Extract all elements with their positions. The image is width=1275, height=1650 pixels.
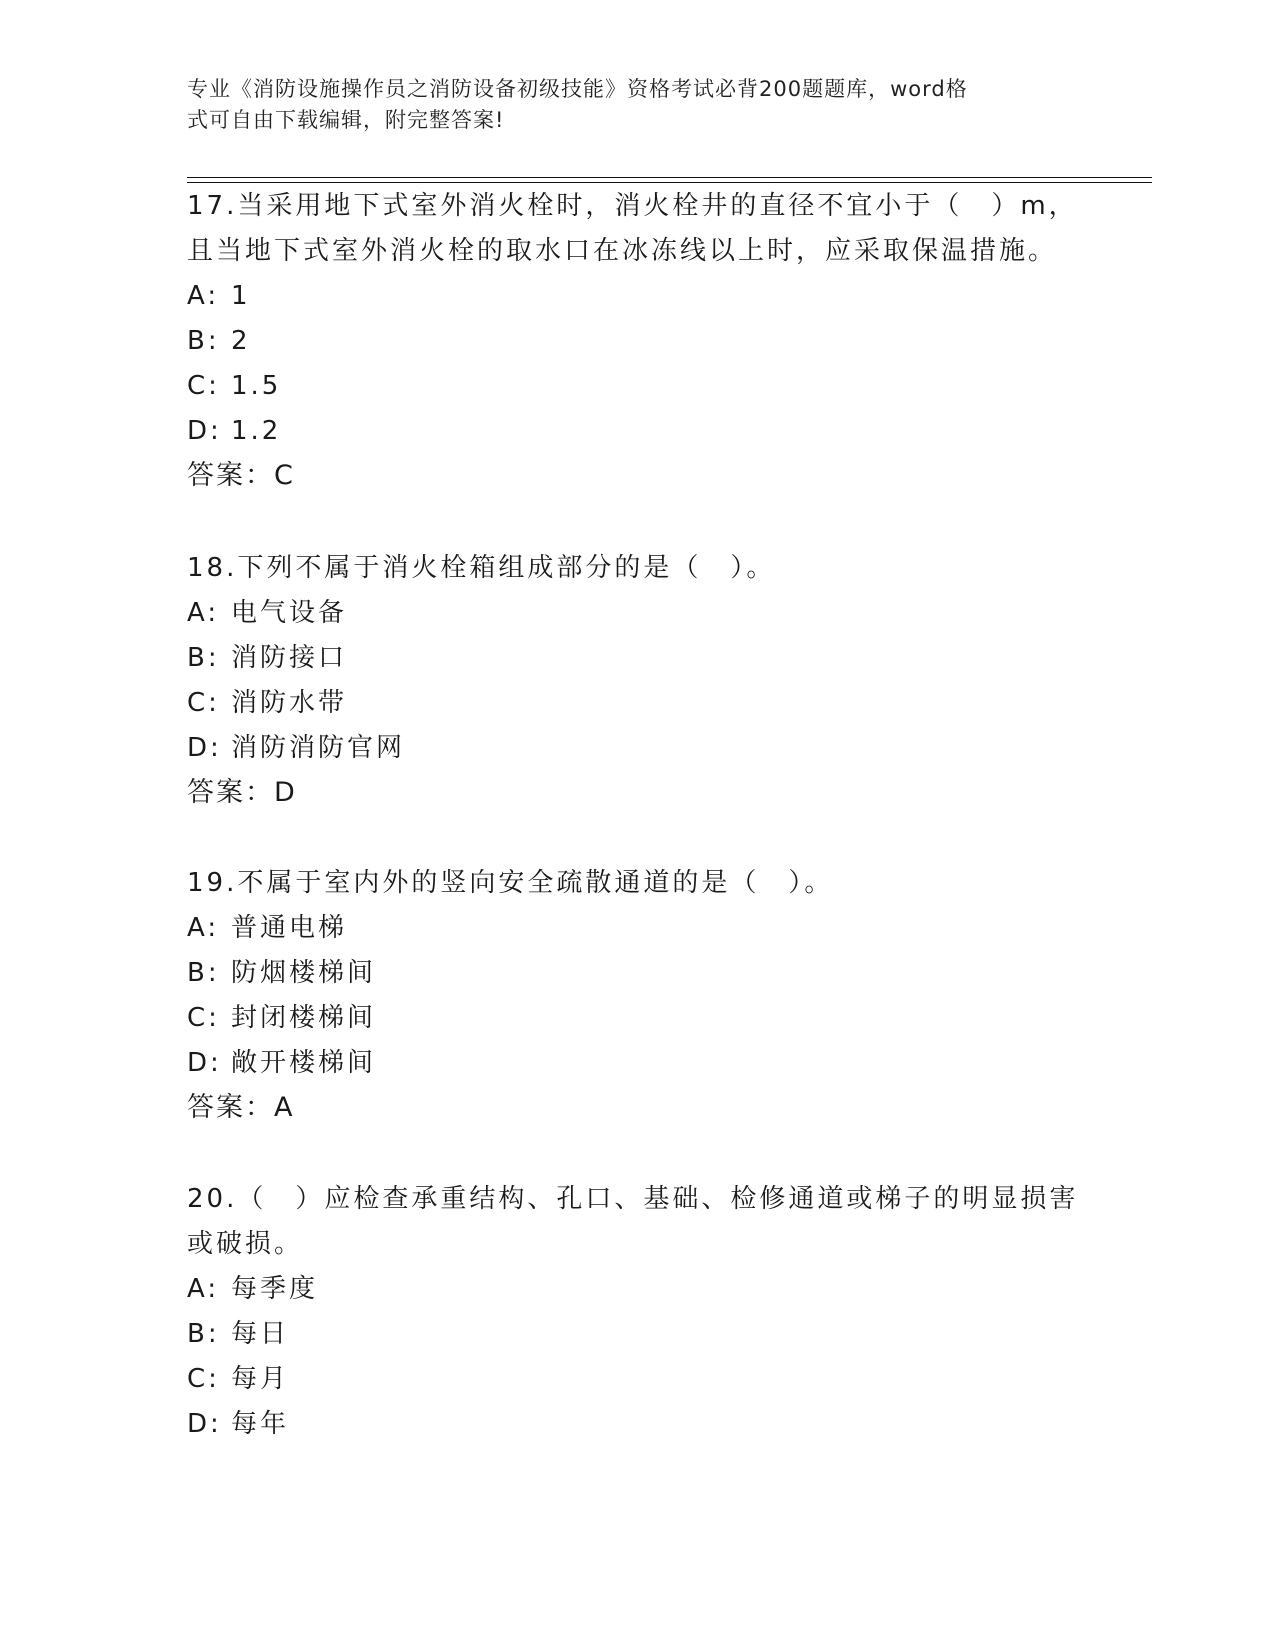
option-key: B: <box>187 326 220 356</box>
option-text: 2 <box>231 326 251 356</box>
option-b <box>187 636 1087 681</box>
option-key: A: <box>187 913 220 943</box>
option-key: D: <box>187 1409 222 1439</box>
question-text: 下列不属于消火栓箱组成部分的是（ ）。 <box>237 553 776 583</box>
option-text: 防烟楼梯间 <box>231 958 377 988</box>
option-d <box>187 409 1087 454</box>
option-b <box>187 319 1087 364</box>
question-18 <box>187 546 1087 815</box>
option-text: 消防接口 <box>231 643 348 673</box>
question-20 <box>187 1177 1087 1447</box>
option-key: A: <box>187 281 220 311</box>
option-a <box>187 274 1087 319</box>
option-text: 1.5 <box>231 371 282 401</box>
question-text: 当采用地下式室外消火栓时，消火栓井的直径不宜小于（ ）m，且当地下式室外消火栓的取水口在冰冻线以上时，应采取保温措施。 <box>187 191 1078 266</box>
question-text: （ ）应检查承重结构、孔口、基础、检修通道或梯子的明显损害或破损。 <box>187 1184 1079 1259</box>
answer-line: 答案：A <box>187 1092 295 1123</box>
option-text: 1 <box>231 281 251 311</box>
question-stem <box>187 1177 1087 1267</box>
question-stem <box>187 184 1087 274</box>
option-text: 封闭楼梯间 <box>231 1003 377 1033</box>
option-text: 普通电梯 <box>231 913 348 943</box>
option-key: B: <box>187 1319 220 1349</box>
option-key: D: <box>187 416 222 446</box>
question-number: 19. <box>187 868 238 898</box>
option-key: C: <box>187 1364 220 1394</box>
header-divider-top <box>187 177 1152 178</box>
option-text: 每年 <box>231 1409 290 1439</box>
option-text: 消防消防官网 <box>231 733 406 763</box>
option-text: 消防水带 <box>231 688 348 718</box>
header-line-1: 专业《消防设施操作员之消防设备初级技能》资格考试必背200题题库，word格 <box>187 77 968 101</box>
option-c <box>187 681 1087 726</box>
option-key: D: <box>187 733 222 763</box>
option-d <box>187 1041 1087 1086</box>
question-17 <box>187 184 1087 498</box>
option-a <box>187 591 1087 636</box>
answer-line: 答案：C <box>187 460 295 491</box>
question-stem <box>187 861 1087 906</box>
option-b <box>187 1312 1087 1357</box>
header-divider-bottom <box>187 182 1152 183</box>
option-text: 电气设备 <box>231 598 348 628</box>
option-key: B: <box>187 958 220 988</box>
answer-line: 答案：D <box>187 777 297 808</box>
option-text: 敞开楼梯间 <box>231 1048 377 1078</box>
question-19 <box>187 861 1087 1130</box>
question-number: 18. <box>187 553 238 583</box>
option-c <box>187 364 1087 409</box>
question-text: 不属于室内外的竖向安全疏散通道的是（ ）。 <box>237 868 834 898</box>
option-key: A: <box>187 598 220 628</box>
option-text: 每月 <box>231 1364 290 1394</box>
document-header <box>187 74 1067 136</box>
option-c <box>187 996 1087 1041</box>
option-key: C: <box>187 371 220 401</box>
option-key: A: <box>187 1274 220 1304</box>
option-d <box>187 726 1087 771</box>
option-text: 每季度 <box>231 1274 319 1304</box>
header-line-2: 式可自由下载编辑，附完整答案! <box>187 108 505 132</box>
option-key: C: <box>187 1003 220 1033</box>
option-text: 1.2 <box>231 416 282 446</box>
option-b <box>187 951 1087 996</box>
option-d <box>187 1402 1087 1447</box>
question-number: 20. <box>187 1184 238 1214</box>
question-stem <box>187 546 1087 591</box>
option-key: D: <box>187 1048 222 1078</box>
option-a <box>187 1267 1087 1312</box>
option-text: 每日 <box>231 1319 290 1349</box>
question-number: 17. <box>187 191 238 221</box>
option-a <box>187 906 1087 951</box>
option-c <box>187 1357 1087 1402</box>
option-key: B: <box>187 643 220 673</box>
option-key: C: <box>187 688 220 718</box>
